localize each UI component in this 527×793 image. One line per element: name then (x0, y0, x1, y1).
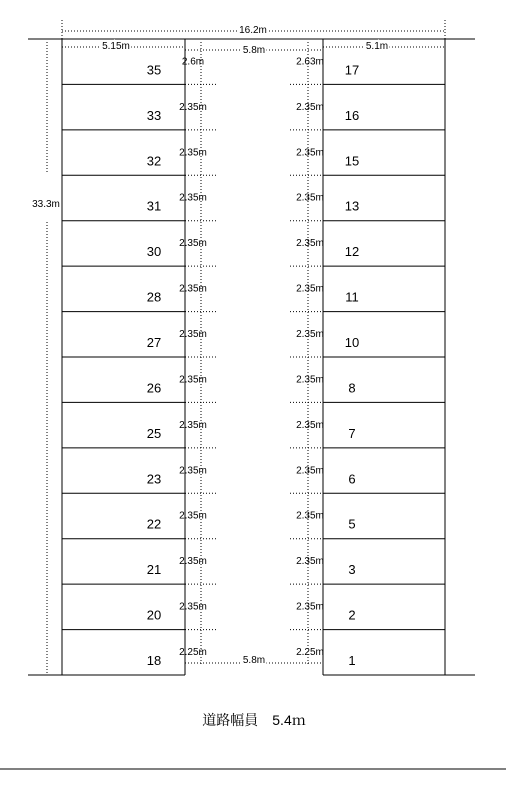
left-slot-width-label: 2.6m (181, 56, 205, 68)
right-slot-width-label: 2.35m (296, 419, 324, 431)
left-slot-width-label: 2.35m (179, 147, 207, 159)
left-slot-number: 21 (146, 562, 162, 578)
left-width-label: 5.15m (102, 41, 130, 52)
left-slot-width-label: 2.35m (179, 329, 207, 341)
right-slot-number: 7 (348, 425, 356, 441)
right-slot-number: 17 (344, 62, 360, 78)
left-parking-slot (62, 284, 218, 312)
aisle-width-label: 5.8m (242, 45, 266, 56)
left-parking-slot (62, 238, 218, 266)
left-parking-slot (62, 602, 218, 630)
left-slot-width-label: 2.35m (179, 510, 207, 522)
left-slot-width-label: 2.35m (179, 238, 207, 250)
left-parking-slot (62, 102, 218, 130)
left-slot-number: 18 (146, 653, 162, 669)
left-slot-number: 22 (146, 516, 162, 532)
right-parking-slot (290, 238, 445, 266)
right-slot-number: 8 (348, 380, 356, 396)
left-parking-slot (62, 56, 218, 84)
right-parking-slot (290, 284, 445, 312)
right-slot-width-label: 2.35m (296, 101, 324, 113)
left-parking-slot (62, 556, 218, 584)
right-parking-slot (290, 193, 445, 221)
left-parking-slot (62, 465, 218, 493)
left-slot-number: 30 (146, 244, 162, 260)
right-slot-number: 3 (348, 562, 356, 578)
left-parking-column (62, 56, 218, 668)
left-parking-slot (62, 193, 218, 221)
right-parking-column (290, 56, 445, 668)
right-slot-width-label: 2.63m (296, 56, 324, 68)
total-depth-label: 33.3m (32, 199, 60, 210)
left-slot-number: 26 (146, 380, 162, 396)
right-parking-slot (290, 511, 445, 539)
road-width-caption: 道路幅員 5.4ｍ (202, 712, 306, 728)
left-slot-number: 20 (146, 607, 162, 623)
left-parking-slot (62, 329, 218, 357)
right-slot-number: 5 (348, 516, 356, 532)
left-slot-width-label: 2.35m (179, 192, 207, 204)
left-slot-width-label: 2.35m (179, 374, 207, 386)
left-slot-width-label: 2.25m (179, 647, 207, 659)
right-slot-number: 15 (344, 153, 360, 169)
left-parking-slot (62, 147, 218, 175)
left-parking-slot (62, 374, 218, 402)
right-slot-width-label: 2.35m (296, 238, 324, 250)
right-parking-slot (290, 147, 445, 175)
right-parking-slot (290, 329, 445, 357)
right-slot-width-label: 2.35m (296, 556, 324, 568)
right-slot-number: 12 (344, 244, 360, 260)
right-parking-slot (290, 420, 445, 448)
right-slot-width-label: 2.35m (296, 147, 324, 159)
left-slot-width-label: 2.35m (179, 283, 207, 295)
left-slot-number: 27 (146, 335, 162, 351)
right-parking-slot (290, 602, 445, 630)
right-slot-number: 6 (348, 471, 356, 487)
left-slot-number: 23 (146, 471, 162, 487)
left-slot-number: 33 (146, 107, 162, 123)
left-parking-slot (62, 511, 218, 539)
left-slot-number: 31 (146, 198, 162, 214)
right-slot-width-label: 2.25m (296, 647, 324, 659)
right-slot-number: 11 (345, 289, 359, 305)
left-parking-slot (147, 647, 218, 668)
right-slot-width-label: 2.35m (296, 374, 324, 386)
left-slot-number: 35 (146, 62, 162, 78)
right-slot-number: 13 (344, 198, 360, 214)
right-slot-width-label: 2.35m (296, 510, 324, 522)
left-slot-number: 32 (146, 153, 162, 169)
left-slot-number: 28 (146, 289, 162, 305)
right-parking-slot (290, 374, 445, 402)
bottom-aisle-label: 5.8m (242, 655, 266, 666)
left-slot-width-label: 2.35m (179, 465, 207, 477)
right-parking-slot (290, 556, 445, 584)
right-slot-width-label: 2.35m (296, 601, 324, 613)
right-slot-number: 1 (348, 653, 356, 669)
total-width-label: 16.2m (239, 25, 267, 36)
left-slot-width-label: 2.35m (179, 101, 207, 113)
right-parking-slot (290, 56, 445, 84)
right-parking-slot (290, 102, 445, 130)
left-slot-width-label: 2.35m (179, 419, 207, 431)
right-slot-number: 2 (348, 607, 356, 623)
right-slot-width-label: 2.35m (296, 283, 324, 295)
right-slot-number: 16 (344, 107, 360, 123)
left-parking-slot (62, 420, 218, 448)
right-slot-width-label: 2.35m (296, 329, 324, 341)
left-slot-number: 25 (146, 425, 162, 441)
right-slot-width-label: 2.35m (296, 465, 324, 477)
right-width-label: 5.1m (365, 41, 389, 52)
right-parking-slot (290, 465, 445, 493)
left-slot-width-label: 2.35m (179, 601, 207, 613)
right-slot-number: 10 (344, 335, 360, 351)
right-slot-width-label: 2.35m (296, 192, 324, 204)
left-slot-width-label: 2.35m (179, 556, 207, 568)
